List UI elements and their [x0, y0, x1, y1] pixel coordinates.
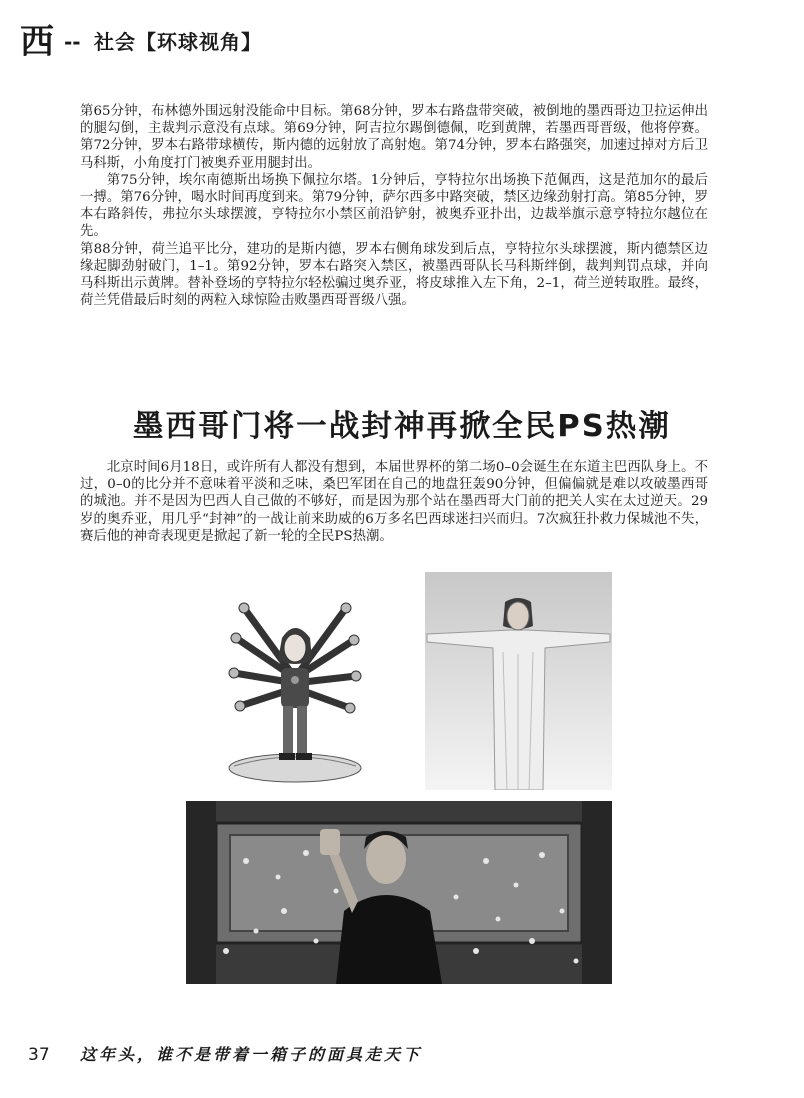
page-number: 37 — [28, 1045, 50, 1065]
page-footer — [28, 1040, 788, 1070]
article-headline: 墨西哥门将一战封神再掀全民PS热潮 — [132, 409, 672, 444]
article-body-top — [80, 103, 708, 309]
page-header — [14, 22, 794, 62]
header-dash: -- — [64, 30, 81, 54]
paragraph: 第75分钟，埃尔南德斯出场换下佩拉尔塔。1分钟后，亨特拉尔出场换下范佩西，这是范加尔的最后一搏。第76分钟，喝水时间再度到来。第79分钟，萨尔西多中路突破，禁区边缘劲射打高。第85分钟，罗本右路斜传，弗拉尔头球摆渡，亨特拉尔小禁区前沿铲射，被奥乔亚扑出，边裁举旗示意亨特拉尔越位在先。 — [80, 172, 708, 240]
paragraph: 第65分钟，布林德外围远射没能命中目标。第68分钟，罗本右路盘带突破，被倒地的墨西哥边卫拉运伸出的腿勾倒，主裁判示意没有点球。第69分钟，阿吉拉尔踢倒德佩，吃到黄牌，若墨西哥晋级，他将停赛。第72分钟，罗本右路带球横传，斯内德的远射放了高射炮。第74分钟，罗本右路强突，加速过掉对方后卫马科斯，小角度打门被奥乔亚用腿封出。 — [80, 104, 708, 171]
magazine-logo: 西 — [20, 22, 54, 62]
section-title: 社会【环球视角】 — [94, 30, 262, 54]
goalkeeper-stopping-bullets-image — [186, 801, 612, 984]
paragraph: 第88分钟，荷兰追平比分，建功的是斯内德，罗本右侧角球发到后点，亨特拉尔头球摆渡，斯内德禁区边缘起脚劲射破门，1–1。第92分钟，罗本右路突入禁区，被墨西哥队长马科斯绊倒，裁判判罚点球，并向马科斯出示黄牌。替补登场的亨特拉尔轻松骗过奥乔亚，将皮球推入左下角，2–1，荷兰逆转取胜。最终，荷兰凭借最后时刻的两粒入球惊险击败墨西哥晋级八强。 — [80, 241, 708, 309]
cartoon-multi-arm-goalkeeper-image — [226, 598, 364, 784]
statue-photo-image — [425, 572, 612, 790]
footer-slogan: 这年头，谁不是带着一箱子的面具走天下 — [80, 1045, 423, 1064]
paragraph: 北京时间6月18日，或许所有人都没有想到，本届世界杯的第二场0–0会诞生在东道主巴西队身上。不过，0–0的比分并不意味着平淡和乏味，桑巴军团在自己的地盘狂轰90分钟，但偏偏就是难以攻破墨西哥的城池。并不是因为巴西人自己做的不够好，而是因为那个站在墨西哥大门前的把关人实在太过逆天。29岁的奥乔亚，用几乎“封神”的一战让前来助威的6万多名巴西球迷扫兴而归。7次疯狂扑救力保城池不失，赛后他的神奇表现更是掀起了新一轮的全民PS热潮。 — [80, 460, 708, 544]
article-body-bottom — [80, 459, 708, 545]
